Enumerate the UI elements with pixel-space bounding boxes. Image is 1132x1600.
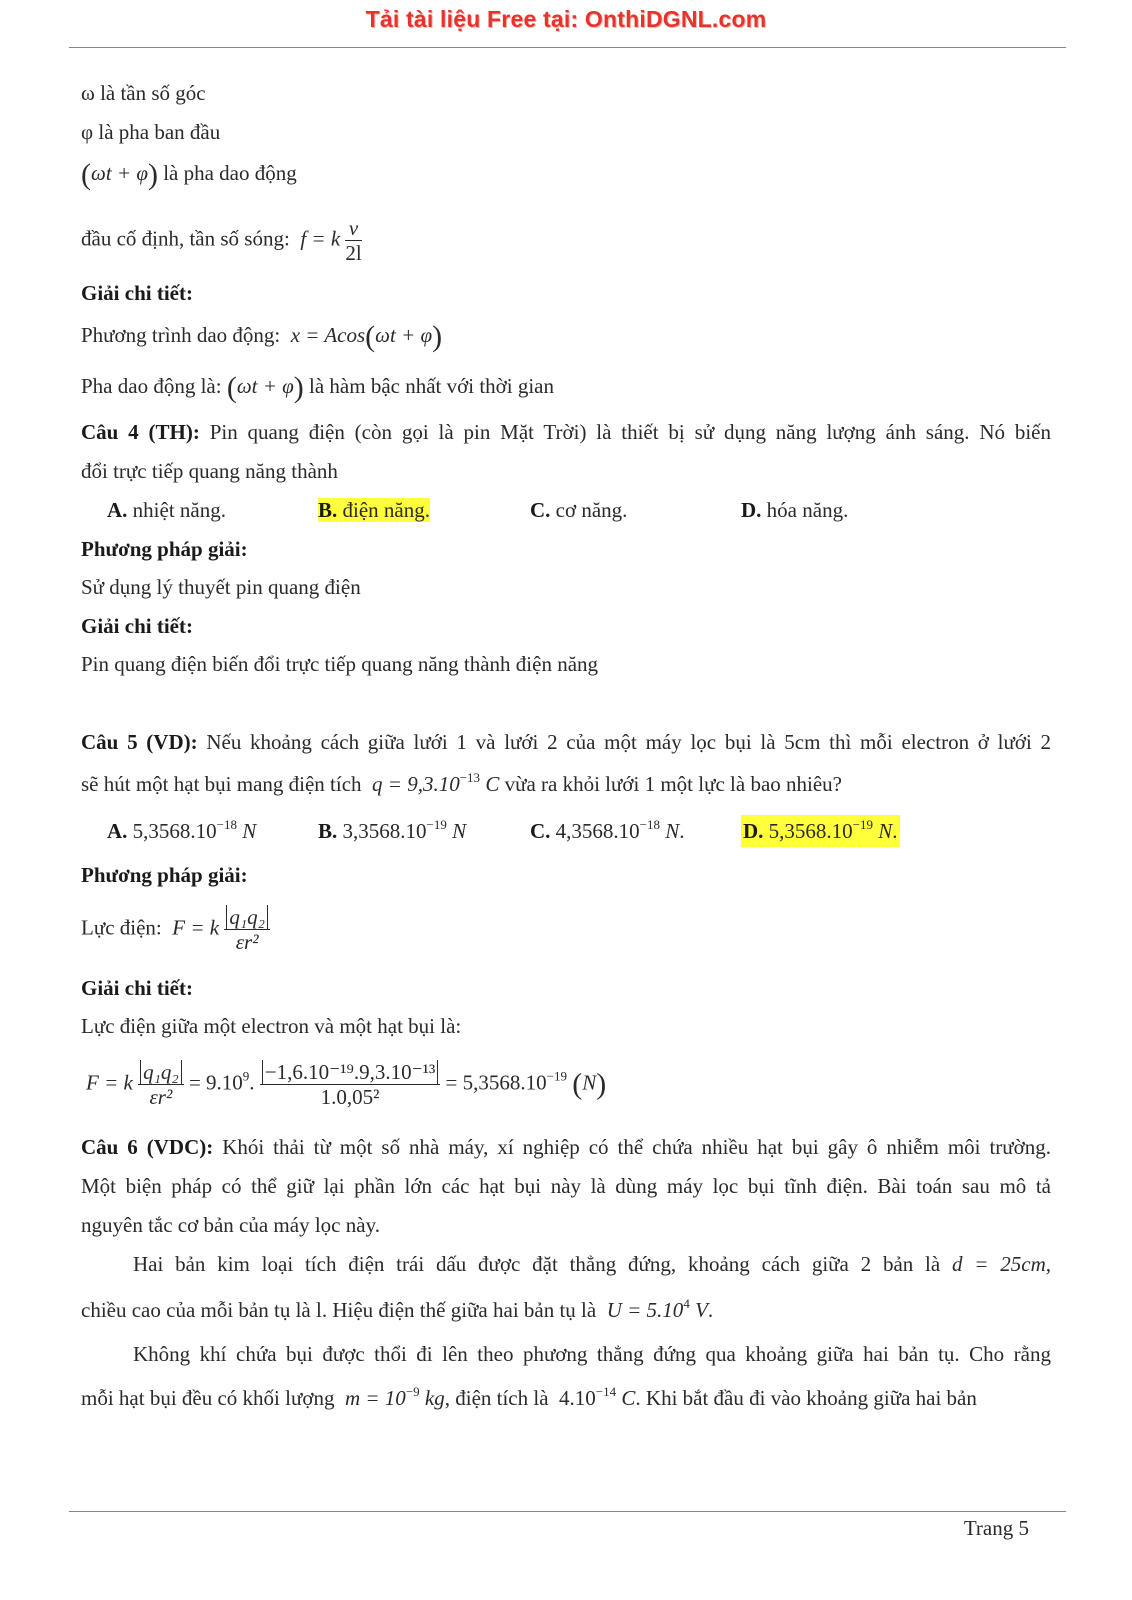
q5-question-line1: Câu 5 (VD): Nếu khoảng cách giữa lưới 1 và lưới 2 của một máy lọc bụi là 5cm thì mỗi electron ở lưới 2: [81, 730, 1052, 754]
coulomb-formula: Lực điện: F = k $\frac{\text{q₁q₂}}{\text{εr²}}$: [81, 905, 270, 954]
q6-line2: Một biện pháp có thể giữ lại phần lớn các hạt bụi này là dùng máy lọc bụi tĩnh điện. Bài toán sau mô tả: [81, 1174, 1051, 1198]
oscillation-equation: Phương trình dao động: x = Acos(ωt + φ): [81, 320, 443, 353]
q4-method-text: Sử dụng lý thuyết pin quang điện: [81, 575, 361, 599]
q4-option-a: A. nhiệt năng.: [107, 498, 226, 522]
coulomb-fraction: $\frac{\text{q₁q₂}}{\text{εr²}}$: [224, 905, 270, 954]
q5-option-d: D. $5,3568.10^{-19}$ N.: [741, 818, 900, 844]
q6-para3-line1: Không khí chứa bụi được thổi đi lên theo phương thẳng đứng qua khoảng giữa hai bản tụ. Cho rằng: [133, 1342, 1051, 1366]
phase-statement: Pha dao động là: (ωt + φ) là hàm bậc nhất với thời gian: [81, 371, 554, 404]
site-banner: Tải tài liệu Free tại: OnthiDGNL.com: [365, 6, 767, 32]
q5-question-line2: sẽ hút một hạt bụi mang điện tích $q = 9,3.10^{-13}$ C vừa ra khỏi lưới 1 một lực là bao nhiêu?: [81, 770, 842, 796]
q4-method-heading: Phương pháp giải:: [81, 537, 248, 561]
q4-question-line1: Câu 4 (TH): Pin quang điện (còn gọi là pin Mặt Trời) là thiết bị sử dụng năng lượng ánh sáng. Nó biến: [81, 420, 1052, 444]
q5-option-a: A. $5,3568.10^{-18}$ N: [107, 817, 257, 843]
q5-option-b: B. $3,3568.10^{-19}$ N: [318, 817, 467, 843]
omega-definition: ω là tần số góc: [81, 81, 206, 105]
q4-option-c: C. cơ năng.: [530, 498, 628, 522]
header-divider: [69, 47, 1066, 48]
phase-definition: (ωt + φ) là pha dao động: [81, 158, 297, 191]
q4-option-b: B. điện năng.: [318, 498, 430, 522]
q3-solution-heading: Giải chi tiết:: [81, 281, 193, 305]
q4-option-d: D. hóa năng.: [741, 498, 849, 522]
page-number: Trang 5: [963, 1516, 1029, 1540]
q6-line3: nguyên tắc cơ bản của máy lọc này.: [81, 1213, 380, 1237]
wave-frequency-formula: đầu cố định, tần số sóng: f = k $\frac{v}{2l}$: [81, 216, 362, 265]
q6-para3-line2: mỗi hạt bụi đều có khối lượng $m = 10^{-9}$ kg, điện tích là $4.10^{-14}$ C. Khi bắt đầu đi vào khoảng giữa hai bản: [81, 1384, 977, 1410]
q5-solution-text: Lực điện giữa một electron và một hạt bụi là:: [81, 1014, 462, 1038]
q5-solution-heading: Giải chi tiết:: [81, 976, 193, 1000]
footer-divider: [69, 1511, 1066, 1512]
q4-question-line2: đổi trực tiếp quang năng thành: [81, 459, 338, 483]
q6-para2-line1: Hai bản kim loại tích điện trái dấu được đặt thẳng đứng, khoảng cách giữa 2 bản là d = 25cm,: [133, 1252, 1052, 1276]
q5-method-heading: Phương pháp giải:: [81, 863, 248, 887]
q4-solution-text: Pin quang điện biến đổi trực tiếp quang năng thành điện năng: [81, 652, 599, 676]
q6-para2-line2: chiều cao của mỗi bản tụ là l. Hiệu điện thế giữa hai bản tụ là $U = 5.10^4$ V.: [81, 1296, 714, 1322]
q5-option-c: C. $4,3568.10^{-18}$ N.: [530, 817, 685, 843]
q4-solution-heading: Giải chi tiết:: [81, 614, 193, 638]
frequency-fraction: $\frac{v}{2l}$: [345, 216, 362, 265]
force-calculation: F = k $\frac{\text{q₁q₂}}{\text{εr²}}$ = $9.10^9$. $\frac{\text{−1,6.10⁻¹⁹.9,3.10⁻¹³}}{\text{1.0,05²}}$ = $5,3568.10^{-19}$ (N): [86, 1060, 607, 1109]
q6-line1: Câu 6 (VDC): Khói thải từ một số nhà máy, xí nghiệp có thể chứa nhiều hạt bụi gây ô nhiễm môi trường.: [81, 1135, 1052, 1159]
phi-definition: φ là pha ban đầu: [81, 120, 221, 144]
